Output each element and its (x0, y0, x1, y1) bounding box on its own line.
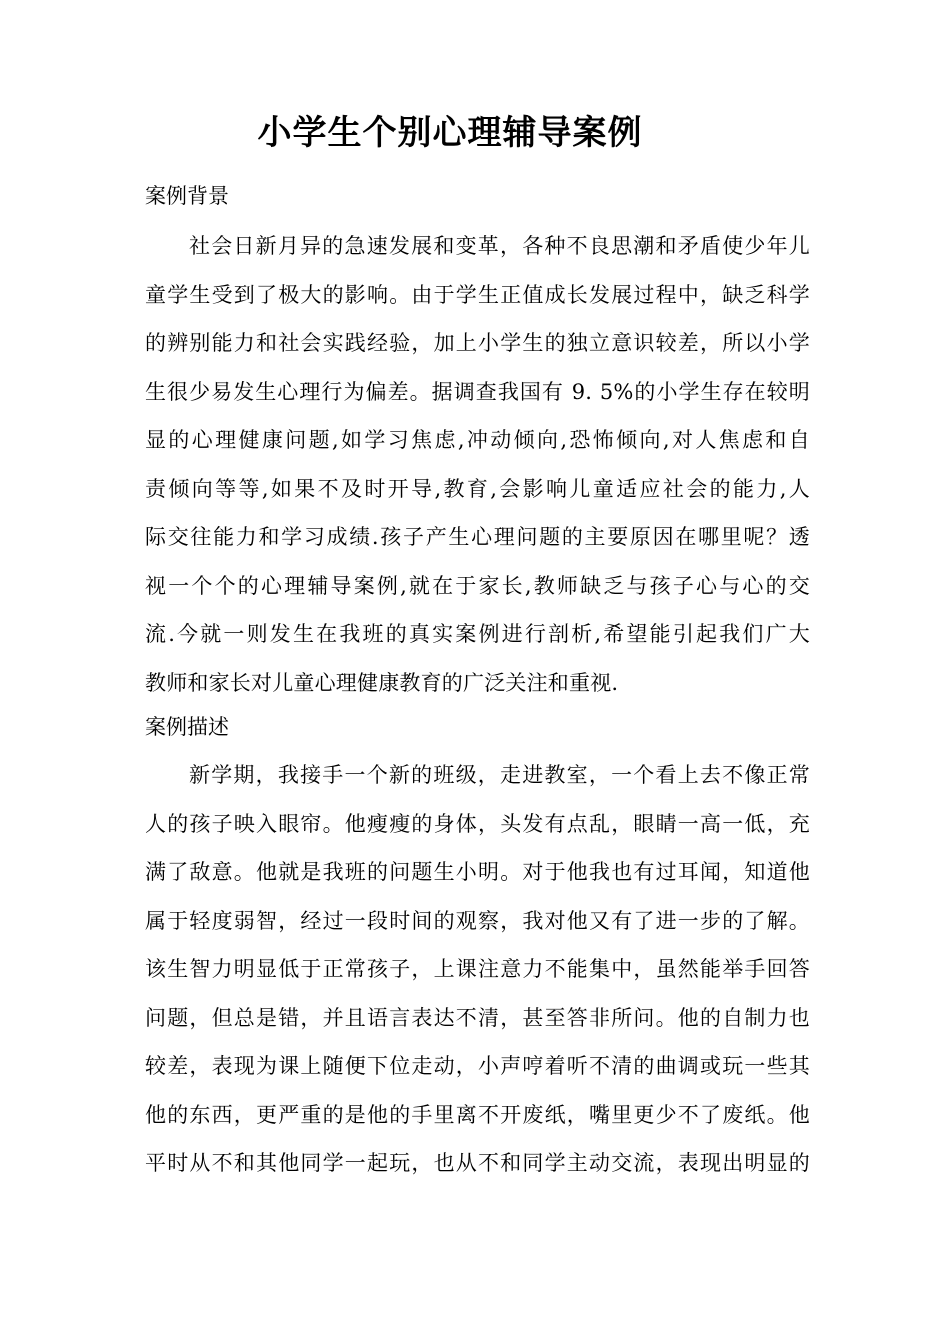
paragraph-line: 他的东西，更严重的是他的手里离不开废纸，嘴里更少不了废纸。他 (145, 1102, 810, 1127)
paragraph-line: 社会日新月异的急速发展和变革，各种不良思潮和矛盾使少年儿 (189, 234, 810, 258)
document-title: 小学生个别心理辅导案例 (257, 113, 643, 153)
paragraph-line: 属于轻度弱智，经过一段时间的观察，我对他又有了进一步的了解。 (145, 908, 810, 933)
section-heading-background: 案例背景 (145, 184, 229, 208)
paragraph-line: 新学期，我接手一个新的班级，走进教室，一个看上去不像正常 (189, 763, 810, 787)
paragraph-line: 际交往能力和学习成绩.孩子产生心理问题的主要原因在哪里呢？透 (145, 525, 810, 549)
paragraph-line: 该生智力明显低于正常孩子，上课注意力不能集中，虽然能举手回答 (145, 957, 810, 981)
paragraph-line: 的辨别能力和社会实践经验，加上小学生的独立意识较差，所以小学 (145, 331, 810, 355)
paragraph-line: 视一个个的心理辅导案例,就在于家长,教师缺乏与孩子心与心的交 (145, 573, 810, 598)
paragraph-line: 责倾向等等,如果不及时开导,教育,会影响儿童适应社会的能力,人 (145, 476, 810, 501)
section-heading-description: 案例描述 (145, 715, 229, 739)
paragraph-line: 人的孩子映入眼帘。他瘦瘦的身体，头发有点乱，眼睛一高一低，充 (145, 811, 810, 836)
paragraph-line: 教师和家长对儿童心理健康教育的广泛关注和重视. (145, 670, 619, 695)
paragraph-line: 较差，表现为课上随便下位走动，小声哼着听不清的曲调或玩一些其 (145, 1054, 810, 1078)
paragraph-line: 生很少易发生心理行为偏差。据调查我国有 9. 5%的小学生存在较明 (145, 379, 810, 404)
paragraph-line: 童学生受到了极大的影响。由于学生正值成长发展过程中，缺乏科学 (145, 282, 810, 307)
paragraph-line: 满了敌意。他就是我班的问题生小明。对于他我也有过耳闻，知道他 (145, 860, 810, 884)
paragraph-line: 流.今就一则发生在我班的真实案例进行剖析,希望能引起我们广大 (145, 622, 810, 646)
paragraph-line: 平时从不和其他同学一起玩，也从不和同学主动交流，表现出明显的 (145, 1151, 810, 1175)
paragraph-line: 问题，但总是错，并且语言表达不清，甚至答非所问。他的自制力也 (145, 1005, 810, 1030)
paragraph-line: 显的心理健康问题,如学习焦虑,冲动倾向,恐怖倾向,对人焦虑和自 (145, 428, 810, 452)
document-body (145, 176, 810, 1188)
